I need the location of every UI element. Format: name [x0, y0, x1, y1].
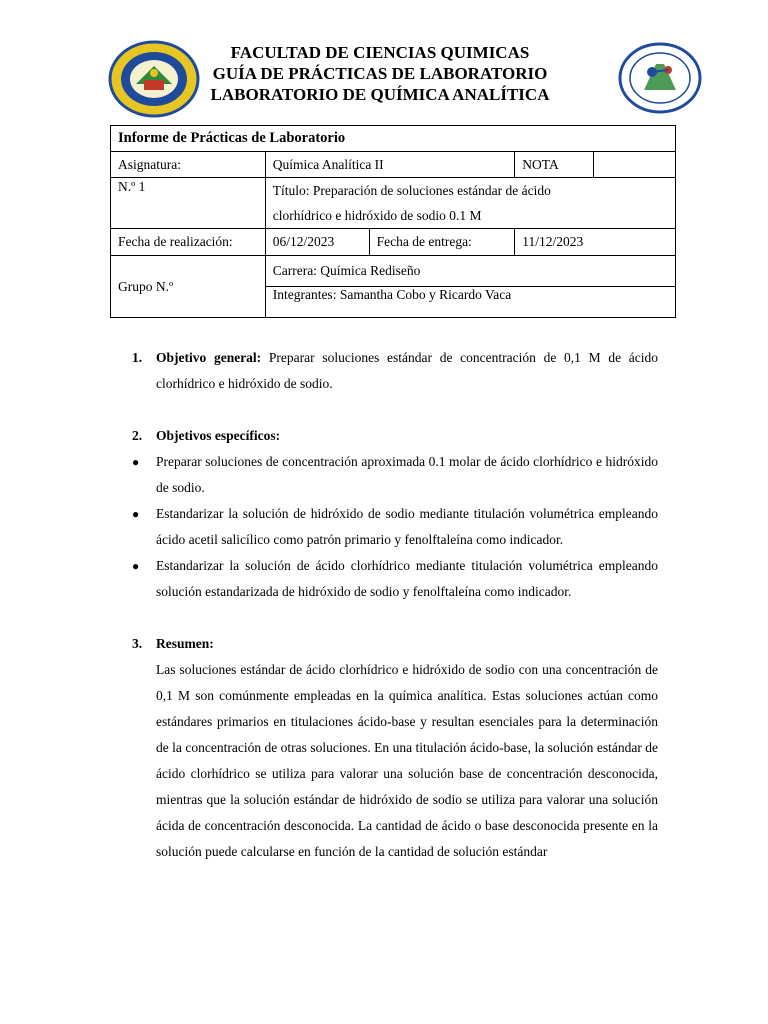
- section-title: Objetivos específicos:: [156, 428, 281, 443]
- delivery-value: 11/12/2023: [515, 229, 676, 256]
- section-summary: [132, 631, 658, 865]
- header-line-2: GUÍA DE PRÁCTICAS DE LABORATORIO: [212, 64, 548, 83]
- page-header: [0, 40, 768, 120]
- section-content: [156, 345, 658, 397]
- subject-value: Química Analítica II: [265, 152, 515, 178]
- objective-text: Estandarizar la solución de hidróxido de sodio mediante titulación volumétrica empleando ácido acetil salicílico como patrón primario y fenolftaleína como indicador.: [156, 506, 658, 547]
- objective-text: Estandarizar la solución de ácido clorhídrico mediante titulación volumétrica empleando solución estandarizada de hidróxido de sodio y fenolftaleína como indicador.: [156, 558, 658, 599]
- section-specific-objectives: [132, 423, 658, 605]
- date-value: 06/12/2023: [265, 229, 369, 256]
- general-objective-text: Preparar soluciones estándar de concentración de 0,1 M de ácido clorhídrico e hidróxido de sodio.: [156, 350, 658, 391]
- summary-text: Las soluciones estándar de ácido clorhídrico e hidróxido de sodio con una concentración de 0,1 M son comúnmente empleadas en la química analítica. Estas soluciones actúan como estándares primarios en titulaciones ácido-base y resultan esenciales para la determinación de la concentración de otras soluciones. En una titulación ácido-base, la solución estándar de ácido clorhídrico se utiliza para valorar una solución base de concentración desconocida, mientras que la solución estándar de hidróxido de sodio se utiliza para valorar una solución ácida de concentración desconocida. La cantidad de ácido o base desconocida presente en la solución puede calcularse en función de la cantidad de solución estándar: [156, 662, 658, 859]
- subject-label: Asignatura:: [111, 152, 266, 178]
- practice-title-line-1: Título: Preparación de soluciones estándar de ácido: [272, 183, 551, 198]
- career-cell: Carrera: Química Rediseño: [265, 256, 675, 287]
- report-body: [132, 345, 658, 865]
- list-item: [132, 553, 658, 605]
- bullet-icon: ●: [132, 455, 140, 469]
- section-number: 3.: [132, 636, 143, 651]
- faculty-header-title: [180, 42, 580, 105]
- list-item: [132, 449, 658, 501]
- list-item: [132, 501, 658, 553]
- header-line-3: LABORATORIO DE QUÍMICA ANALÍTICA: [210, 85, 550, 104]
- faculty-seal-right: [618, 42, 702, 114]
- section-general-objective: [132, 345, 658, 397]
- practice-title-cell: [265, 178, 675, 229]
- bullet-icon: ●: [132, 559, 140, 573]
- delivery-label: Fecha de entrega:: [369, 229, 515, 256]
- report-title-cell: Informe de Prácticas de Laboratorio: [111, 126, 676, 152]
- report-info-table: [110, 125, 676, 318]
- objective-text: Preparar soluciones de concentración aproximada 0.1 molar de ácido clorhídrico e hidróxido de sodio.: [156, 454, 658, 495]
- section-title: Resumen:: [156, 636, 214, 651]
- section-title: Objetivo general:: [156, 350, 262, 365]
- section-number: 1.: [132, 350, 143, 365]
- date-label: Fecha de realización:: [111, 229, 266, 256]
- grade-value: [594, 152, 676, 178]
- practice-title-line-2: clorhídrico e hidróxido de sodio 0.1 M: [272, 208, 482, 223]
- practice-number: N.º 1: [111, 178, 266, 229]
- members-cell: Integrantes: Samantha Cobo y Ricardo Vaca: [265, 287, 675, 318]
- grade-label: NOTA: [515, 152, 594, 178]
- section-number: 2.: [132, 428, 143, 443]
- group-label: Grupo N.º: [111, 256, 266, 318]
- header-line-1: FACULTAD DE CIENCIAS QUIMICAS: [230, 43, 530, 62]
- bullet-icon: ●: [132, 507, 140, 521]
